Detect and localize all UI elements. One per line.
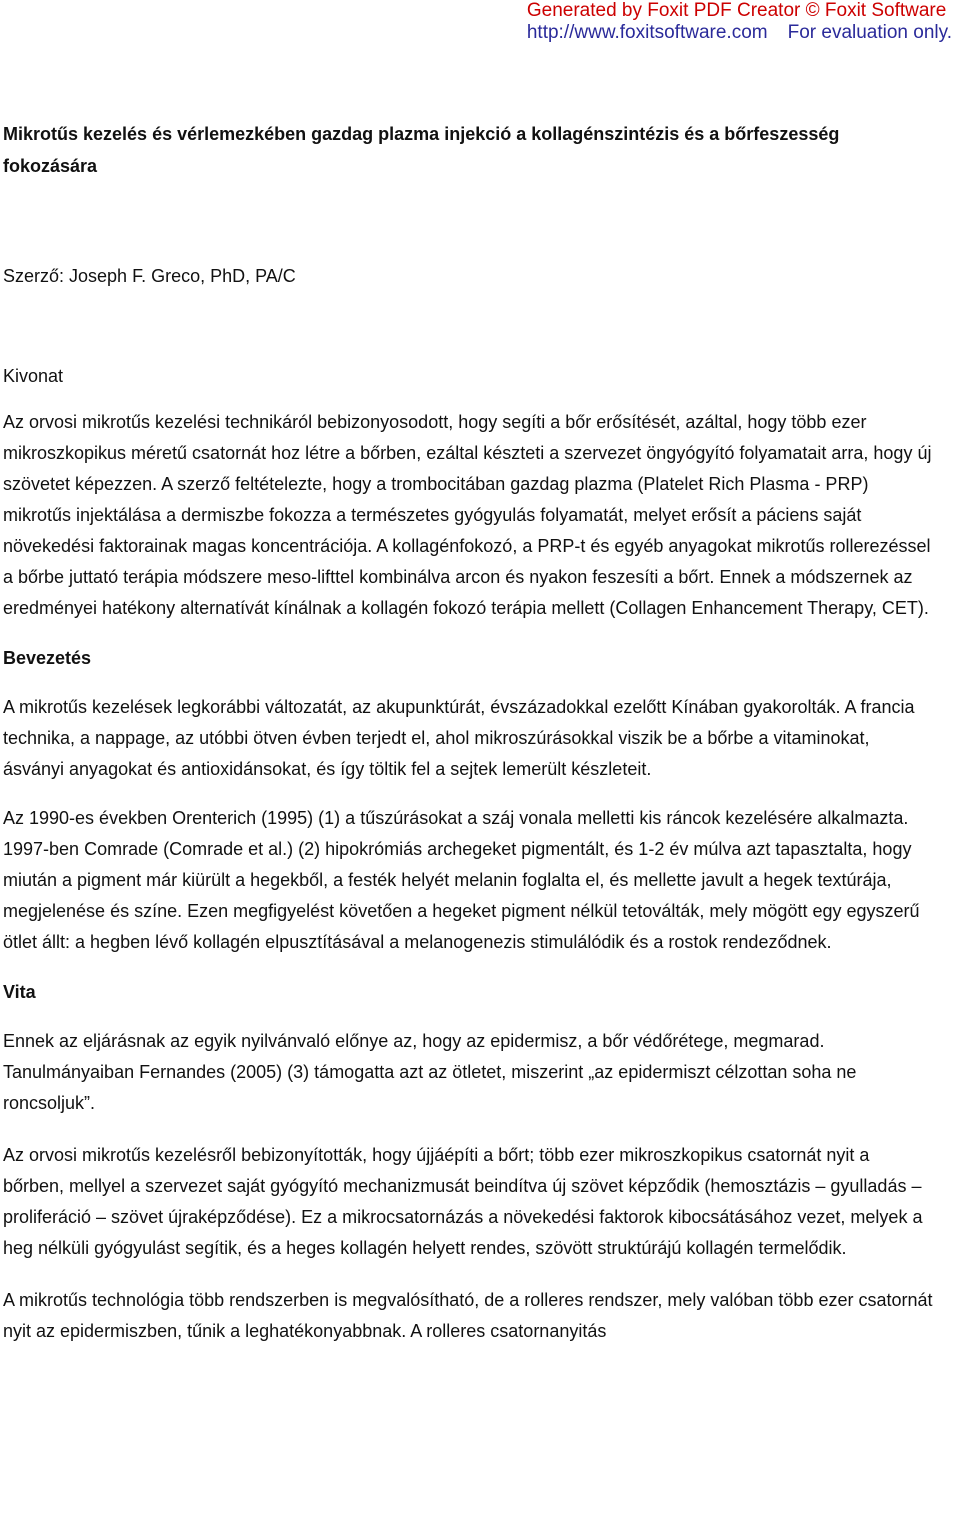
watermark-url-link[interactable]: http://www.foxitsoftware.com [526,22,768,43]
discussion-paragraph-1: Ennek az eljárásnak az egyik nyilvánvaló előnye az, hogy az epidermisz, a bőr védőrétege, megmarad. Tanulmányaiban Fernandes (2005) (3) támogatta azt az ötletet, miszerint „az epidermiszt célzottan soha ne roncsoljuk”. [3,1031,857,1113]
document-body [3,100,933,1347]
discussion-paragraph-3: A mikrotűs technológia több rendszerben is megvalósítható, de a rolleres rendszer, mely valóban több ezer csatornát nyit az epidermiszben, tűnik a leghatékonyabbnak. A rolleres csatornanyitás [3,1290,933,1341]
document-author: Szerző: Joseph F. Greco, PhD, PA/C [3,266,296,286]
watermark-generator-text: Generated by Foxit PDF Creator © Foxit Software [526,0,947,21]
abstract-paragraph: Az orvosi mikrotűs kezelési technikáról bebizonyosodott, hogy segíti a bőr erősítését, azáltal, hogy több ezer mikroszkopikus méretű csatornát hoz létre a bőrben, ezáltal készteti a szervezet öngyógyító folyamatait arra, hogy új szövetet képezzen. A szerző feltételezte, hogy a trombocitában gazdag plazma (Platelet Rich Plasma - PRP) mikrotűs injektálása a dermiszbe fokozza a természetes gyógyulás folyamatát, melyet erősít a páciens saját növekedési faktorainak magas koncentrációja. A kollagénfokozó, a PRP-t és egyéb anyagokat mikrotűs rollerezéssel a bőrbe juttató terápia módszere meso-lifttel kombinálva arcon és nyakon feszesíti a bőrt. Ennek a módszernek az eredményei hatékony alternatívát kínálnak a kollagén fokozó terápia mellett (Collagen Enhancement Therapy, CET). [3,412,932,618]
discussion-paragraph-2: Az orvosi mikrotűs kezelésről bebizonyították, hogy újjáépíti a bőrt; több ezer mikroszkopikus csatornát nyit a bőrben, mellyel a szervezet saját gyógyító mechanizmusát beindítva új szövet képződik (hemosztázis – gyulladás – proliferáció – szövet újraképződése). Ez a mikrocsatornázás a növekedési faktorok kibocsátásához vezet, melyek a heg nélküli gyógyulást segítik, és a heges kollagén helyett rendes, szövött struktúrájú kollagén termelődik. [3,1145,923,1258]
discussion-heading: Vita [3,982,36,1002]
introduction-paragraph-1: A mikrotűs kezelések legkorábbi változatát, az akupunktúrát, évszázadokkal ezelőtt Kínában gyakorolták. A francia technika, a nappage, az utóbbi ötven évben terjedt el, ahol mikroszúrásokkal viszik be a bőrbe a vitaminokat, ásványi anyagokat és antioxidánsokat, és így töltik fel a sejtek lemerült készleteit. [3,697,915,779]
introduction-heading: Bevezetés [3,648,92,668]
foxit-watermark [527,0,952,44]
introduction-paragraph-2: Az 1990-es években Orenterich (1995) (1) a tűszúrásokat a száj vonala melletti kis ráncok kezelésére alkalmazta. 1997-ben Comrade (Comrade et al.) (2) hipokrómiás archegeket pigmentált, és 1-2 év múlva azt tapasztalta, hogy miután a pigment már kiürült a hegekből, a festék helyét melanin foglalta el, és mellette javult a hegek textúrája, megjelenése és színe. Ezen megfigyelést követően a hegeket pigment nélkül tetoválták, mely mögött egy egyszerű ötlet állt: a hegben lévő kollagén elpusztításával a melanogenezis stimulálódik és a rostok rendeződnek. [3,808,920,952]
document-title: Mikrotűs kezelés és vérlemezkében gazdag plazma injekció a kollagénszintézis és a bőrfeszesség fokozására [3,124,840,176]
watermark-line-2 [527,22,952,44]
watermark-evaluation-note: For evaluation only. [787,22,952,43]
abstract-heading: Kivonat [3,366,64,386]
